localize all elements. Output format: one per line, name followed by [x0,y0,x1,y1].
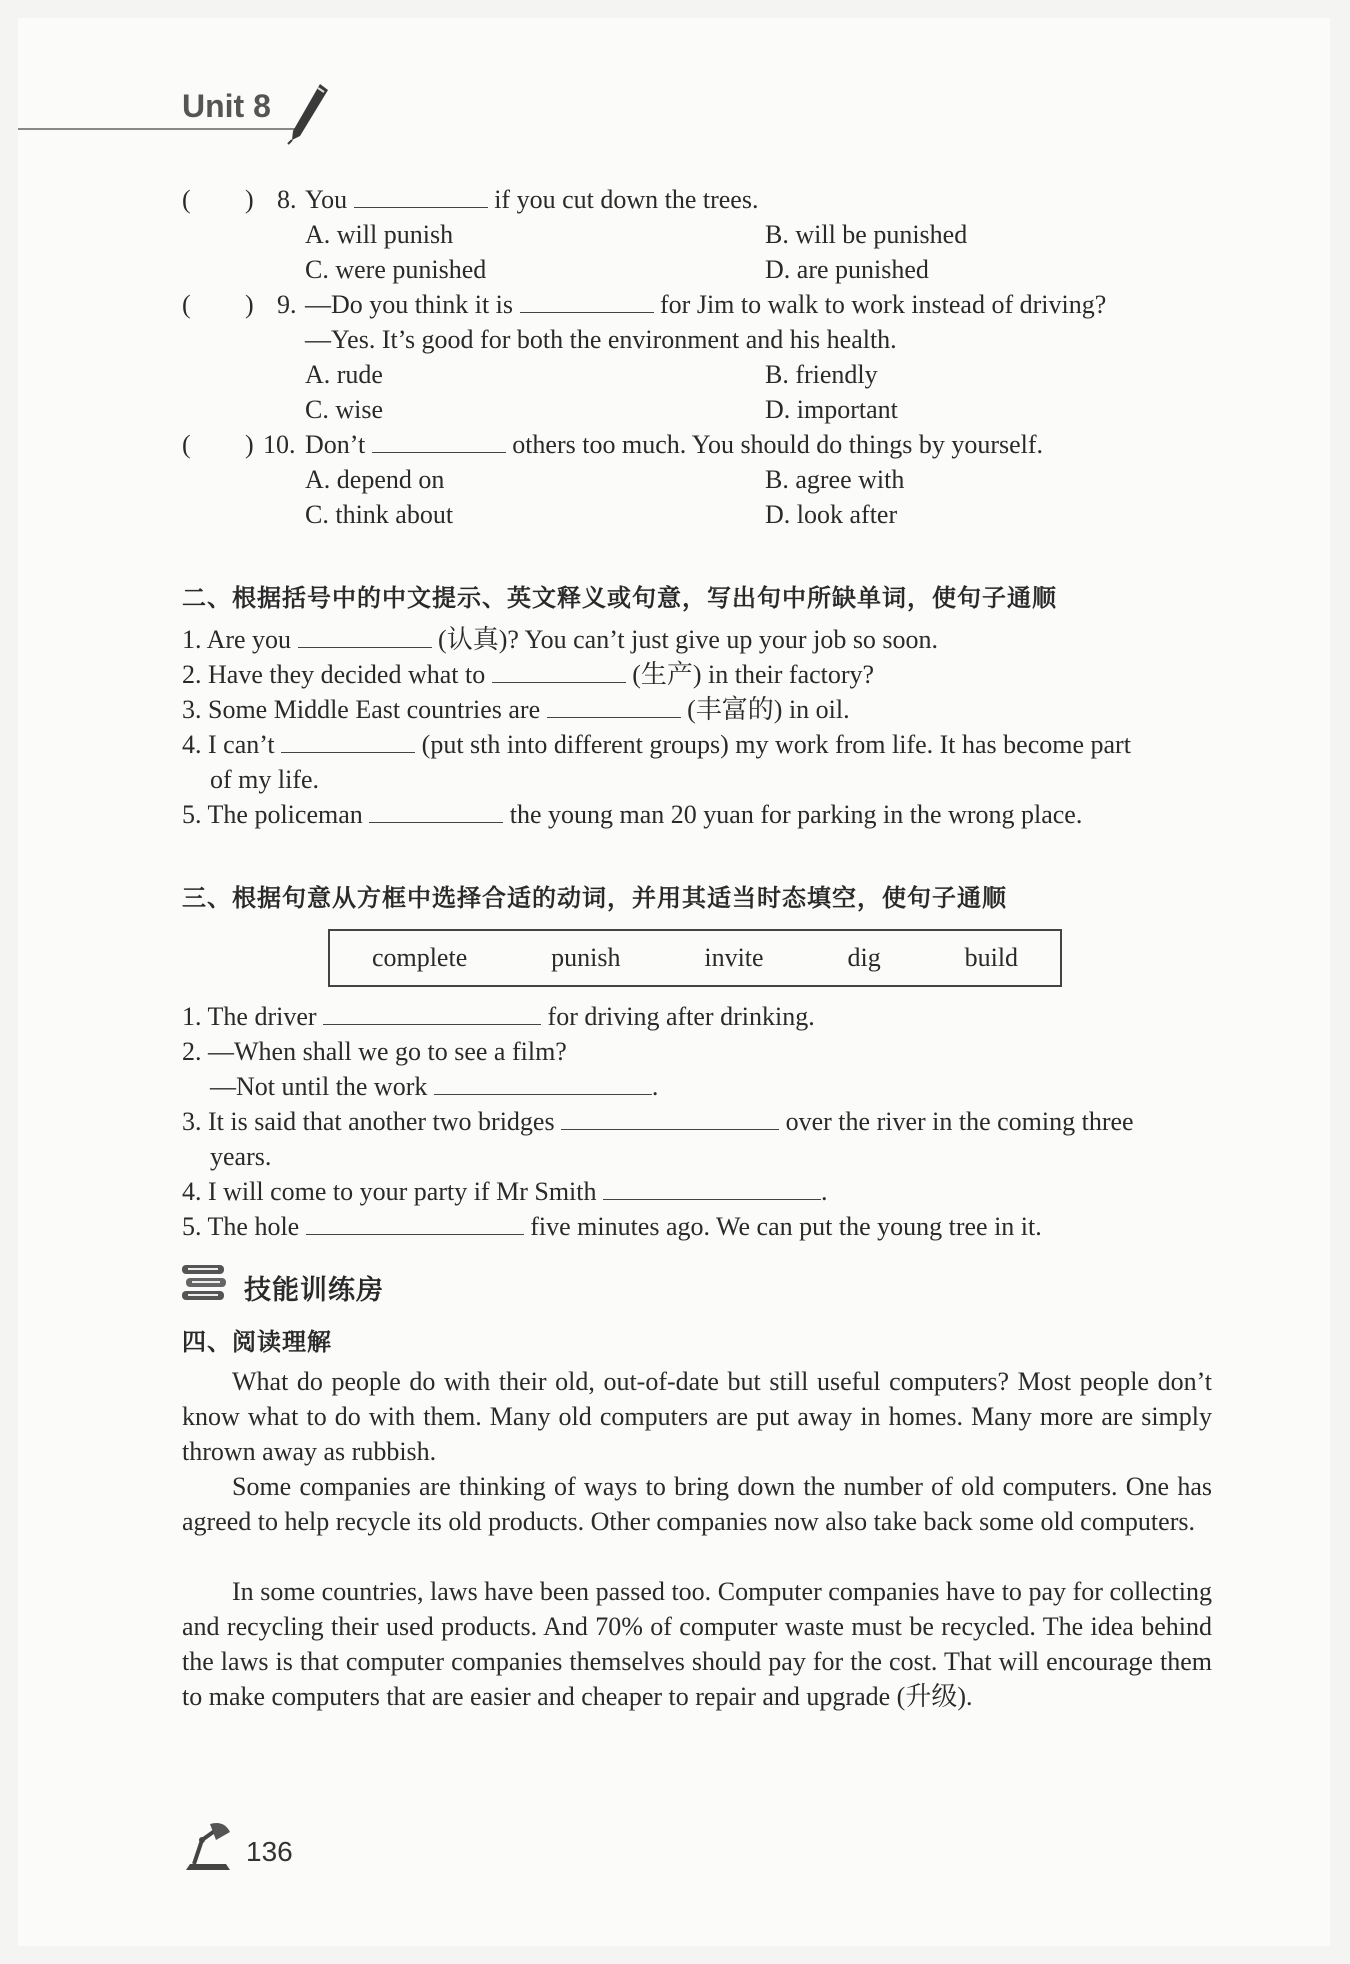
section2-title: 二、根据括号中的中文提示、英文释义或句意，写出句中所缺单词，使句子通顺 [182,584,1057,612]
mc-item-8 [182,183,191,217]
word-option: complete [371,943,468,972]
answer-paren-close: ) [245,185,254,214]
item-text: (生产) in their factory? [632,660,875,689]
mc-number: 8. [277,185,297,214]
option-c[interactable]: C. were punished [305,255,487,284]
option-a[interactable]: A. depend on [305,465,445,494]
question-text: You [305,185,348,214]
answer-blank[interactable] [281,728,415,753]
item-text: five minutes ago. We can put the young tree in it. [530,1212,1042,1241]
fill-item-5 [182,798,1082,832]
verb-item-2: 2. —When shall we go to see a film? [182,1037,567,1066]
unit-title: Unit 8 [182,88,271,124]
answer-blank[interactable] [298,623,432,648]
fill-item-4-cont: of my life. [210,765,320,794]
word-option: punish [551,943,621,972]
mc-number: 9. [277,290,297,319]
answer-blank[interactable] [372,428,506,453]
item-text: 5. The hole [182,1212,300,1241]
section4-title: 四、阅读理解 [182,1328,332,1356]
option-a[interactable]: A. rude [305,360,383,389]
skills-title: 技能训练房 [244,1275,384,1306]
question-text: for Jim to walk to work instead of driving? [660,290,1107,319]
option-b[interactable]: B. friendly [765,360,878,389]
option-c[interactable]: C. wise [305,395,383,424]
answer-paren-open: ( [182,430,191,459]
option-d[interactable]: D. look after [765,500,898,529]
item-text: for driving after drinking. [547,1002,815,1031]
answer-paren-close: ) [245,430,254,459]
mc-question-10 [305,428,1043,462]
answer-blank[interactable] [434,1070,652,1095]
question-line2: —Yes. It’s good for both the environment and his health. [305,325,897,354]
question-text: Don’t [305,430,366,459]
item-text: 5. The policeman [182,800,363,829]
item-text: . [821,1177,828,1206]
answer-paren-close: ) [245,290,254,319]
pen-icon [282,80,332,146]
verb-item-4 [182,1175,828,1209]
word-box [328,929,1062,987]
reading-paragraph-3: In some countries, laws have been passed too. Computer companies have to pay for collecting and recycling their used products. And 70% of computer waste must be recycled. The idea behind the laws is that computer companies themselves should pay for the cost. That will encourage them to make computers that are easier and cheaper to repair and upgrade (升级). [182,1577,1212,1711]
fill-item-2 [182,658,874,692]
verb-item-3 [182,1105,1134,1139]
fill-item-4 [182,728,1131,762]
fill-item-1 [182,623,938,657]
answer-blank[interactable] [354,183,488,208]
item-text: —Not until the work [210,1072,428,1101]
header-rule [18,128,300,130]
answer-blank[interactable] [520,288,654,313]
answer-blank[interactable] [323,1000,541,1025]
item-text: 4. I can’t [182,730,275,759]
item-text: 1. The driver [182,1002,317,1031]
item-text: . [651,1072,659,1101]
answer-blank[interactable] [561,1105,779,1130]
mc-question-8 [305,183,758,217]
answer-blank[interactable] [306,1210,524,1235]
option-a[interactable]: A. will punish [305,220,454,249]
reading-paragraph-1: What do people do with their old, out-of-date but still useful computers? Most people don’t know what to do with them. Many old computers are put away in homes. Many more are simply thrown away as rubbish. [182,1367,1212,1466]
item-text: (认真)? You can’t just give up your job so soon. [438,625,939,654]
books-icon [180,1262,228,1304]
section3-title: 三、根据句意从方框中选择合适的动词，并用其适当时态填空，使句子通顺 [182,884,1007,912]
fill-item-3 [182,693,850,727]
answer-blank[interactable] [603,1175,821,1200]
item-text: 1. Are you [182,625,292,654]
word-option: dig [847,943,881,972]
answer-paren-open: ( [182,185,191,214]
page-number: 136 [246,1836,293,1867]
word-option: build [964,943,1019,972]
verb-item-5 [182,1210,1042,1244]
mc-question-9 [305,288,1106,322]
lamp-icon [180,1818,236,1874]
item-text: 3. Some Middle East countries are [182,695,541,724]
option-b[interactable]: B. agree with [765,465,905,494]
item-text: (put sth into different groups) my work from life. It has become part [421,730,1131,759]
reading-paragraph-2: Some companies are thinking of ways to bring down the number of old computers. One has agreed to help recycle its old products. Other companies now also take back some old computers. [182,1472,1212,1536]
item-text: the young man 20 yuan for parking in the wrong place. [509,800,1083,829]
answer-blank[interactable] [369,798,503,823]
verb-item-1 [182,1000,815,1034]
option-d[interactable]: D. important [765,395,898,424]
item-text: 4. I will come to your party if Mr Smith [182,1177,597,1206]
word-option: invite [704,943,764,972]
verb-item-2-reply [210,1070,658,1104]
question-text: if you cut down the trees. [494,185,759,214]
answer-blank[interactable] [492,658,626,683]
item-text: (丰富的) in oil. [687,695,850,724]
question-text: —Do you think it is [305,290,514,319]
answer-paren-open: ( [182,290,191,319]
option-d[interactable]: D. are punished [765,255,929,284]
verb-item-3-cont: years. [210,1142,272,1171]
option-b[interactable]: B. will be punished [765,220,968,249]
mc-number: 10. [263,430,296,459]
option-c[interactable]: C. think about [305,500,454,529]
question-text: others too much. You should do things by yourself. [512,430,1044,459]
item-text: over the river in the coming three [785,1107,1134,1136]
item-text: 3. It is said that another two bridges [182,1107,555,1136]
item-text: 2. Have they decided what to [182,660,486,689]
answer-blank[interactable] [547,693,681,718]
